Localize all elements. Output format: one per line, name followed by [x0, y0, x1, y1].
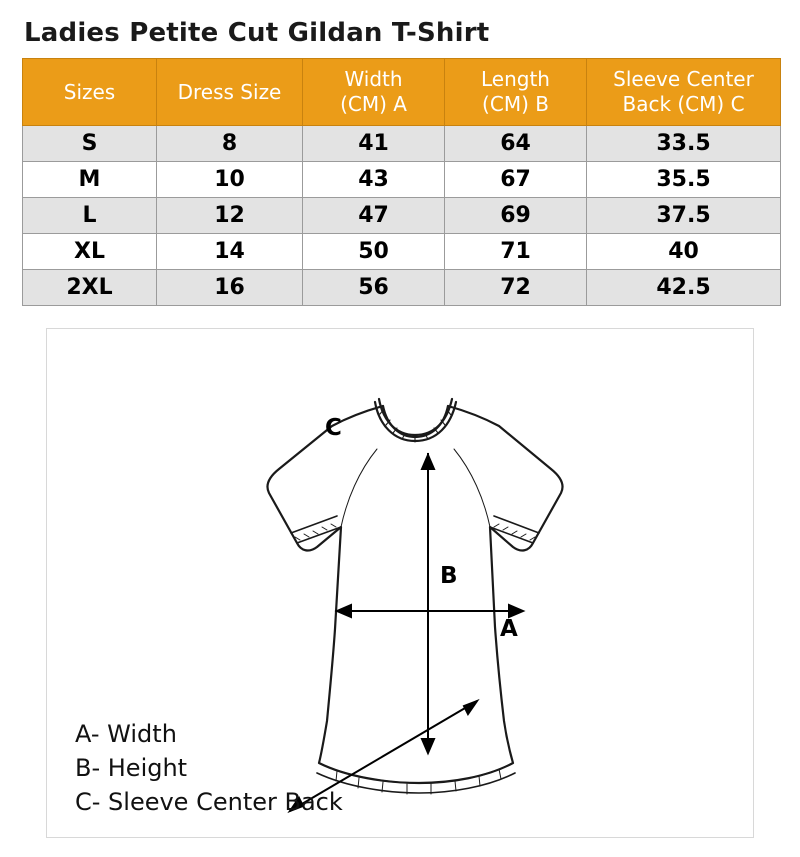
cell-size: S	[23, 126, 157, 162]
column-header-width-line1: Width	[344, 67, 403, 91]
page-title: Ladies Petite Cut Gildan T-Shirt	[24, 18, 490, 48]
column-header-length-line1: Length	[481, 67, 550, 91]
cell-sleeve: 37.5	[587, 198, 781, 234]
cell-dress-size: 12	[157, 198, 303, 234]
marker-c-label: C	[325, 415, 342, 441]
column-header-sleeve-center-back	[587, 59, 781, 126]
cell-length: 64	[445, 126, 587, 162]
cell-size: M	[23, 162, 157, 198]
table-row	[23, 198, 781, 234]
cell-dress-size: 14	[157, 234, 303, 270]
column-header-length	[445, 59, 587, 126]
table-row	[23, 162, 781, 198]
cell-length: 67	[445, 162, 587, 198]
cell-size: L	[23, 198, 157, 234]
cell-size: XL	[23, 234, 157, 270]
legend-item-a: A- Width	[75, 719, 177, 748]
cell-sleeve: 33.5	[587, 126, 781, 162]
column-header-sizes	[23, 59, 157, 126]
cell-length: 69	[445, 198, 587, 234]
cell-dress-size: 8	[157, 126, 303, 162]
marker-a-label: A	[500, 616, 518, 642]
table-row	[23, 126, 781, 162]
column-header-sizes-line1: Sizes	[63, 79, 116, 104]
diagram-legend	[75, 717, 343, 819]
cell-dress-size: 16	[157, 270, 303, 306]
size-table-container	[0, 58, 800, 306]
cell-width: 56	[303, 270, 445, 306]
column-header-dress-size-line1: Dress Size	[177, 79, 282, 104]
table-row	[23, 270, 781, 306]
column-header-sleeve-line1: Sleeve Center	[613, 67, 754, 91]
column-header-width	[303, 59, 445, 126]
cell-length: 72	[445, 270, 587, 306]
cell-dress-size: 10	[157, 162, 303, 198]
column-header-width-line2: (CM) A	[340, 92, 407, 116]
table-header-row	[23, 59, 781, 126]
cell-size: 2XL	[23, 270, 157, 306]
size-chart-table	[22, 58, 781, 306]
cell-width: 47	[303, 198, 445, 234]
legend-item-c: C- Sleeve Center Back	[75, 787, 343, 816]
column-header-sleeve-line2: Back (CM) C	[622, 92, 745, 116]
measurement-diagram	[46, 328, 754, 838]
legend-item-b: B- Height	[75, 753, 188, 782]
cell-length: 71	[445, 234, 587, 270]
cell-width: 43	[303, 162, 445, 198]
cell-sleeve: 35.5	[587, 162, 781, 198]
table-row	[23, 234, 781, 270]
marker-b-label: B	[440, 563, 458, 589]
cell-sleeve: 40	[587, 234, 781, 270]
cell-width: 41	[303, 126, 445, 162]
column-header-dress-size	[157, 59, 303, 126]
cell-width: 50	[303, 234, 445, 270]
cell-sleeve: 42.5	[587, 270, 781, 306]
column-header-length-line2: (CM) B	[482, 92, 549, 116]
